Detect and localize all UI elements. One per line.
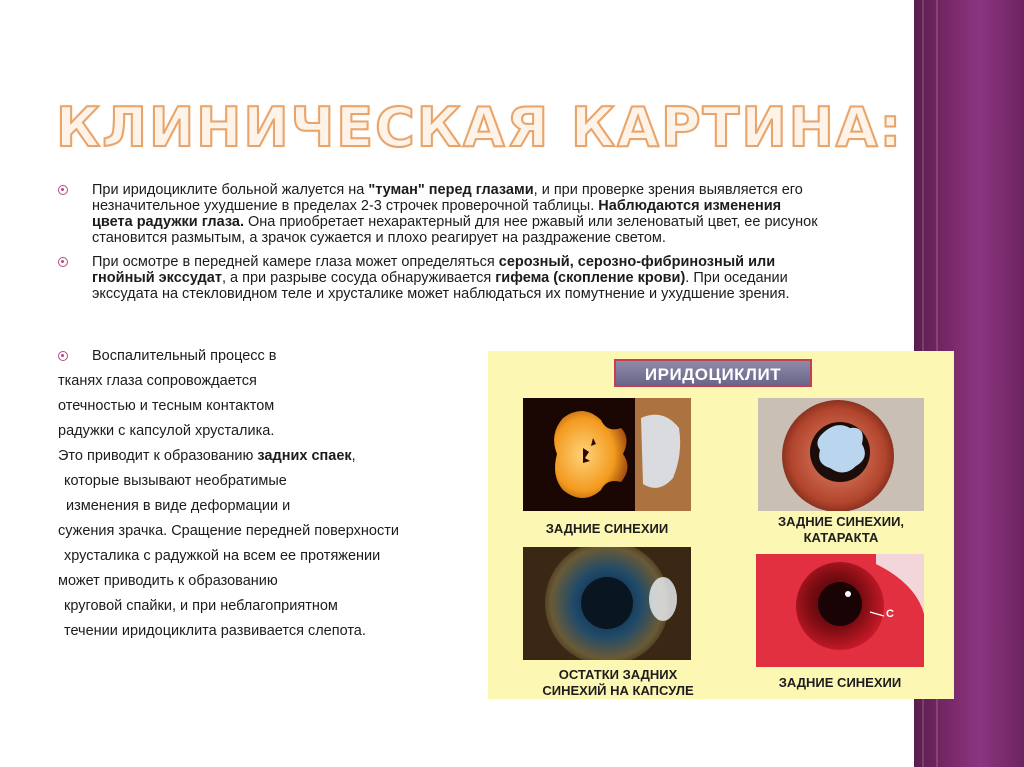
photo-synechiae-remnants — [523, 547, 691, 660]
slide-title: КЛИНИЧЕСКАЯ КАРТИНА: — [56, 96, 904, 159]
bullet-icon — [58, 257, 68, 267]
bullet-paragraph-1: При иридоциклите больной жалуется на "туман" перед глазами, и при проверке зрения выявляется его незначительное ухудшение в пределах 2-3 строчек проверочной таблицы. Наблюдаются изменения цвета радужки глаза. Она приобретает нехарактерный для нее ржавый или зеленоватый цвет, ее рисунок становится размытым, а зрачок сужается и плохо реагирует на раздражение светом. — [58, 182, 818, 246]
photo-posterior-synechiae — [523, 398, 691, 511]
photo-synechiae-red-eye — [756, 554, 924, 667]
line: течении иридоциклита развивается слепота. — [64, 623, 366, 639]
bullet-icon — [58, 351, 68, 361]
figure-title: ИРИДОЦИКЛИТ — [614, 359, 812, 387]
line: сужения зрачка. Сращение передней поверхности — [58, 523, 399, 539]
caption-bottom-right: ЗАДНИЕ СИНЕХИИ — [778, 675, 902, 690]
line: Воспалительный процесс в — [58, 346, 478, 371]
figure-marker-label: C — [886, 608, 894, 620]
line: которые вызывают необратимые — [64, 473, 287, 489]
line: хрусталика с радужкой на всем ее протяжении — [64, 548, 381, 564]
line: Это приводит к образованию задних спаек, — [58, 448, 356, 464]
line: отечностью и тесным контактом — [58, 398, 275, 414]
bullet-icon — [58, 185, 68, 195]
line: радужки с капсулой хрусталика. — [58, 423, 275, 439]
line: может приводить к образованию — [58, 573, 278, 589]
caption-top-right: ЗАДНИЕ СИНЕХИИ, КАТАРАКТА — [777, 514, 905, 545]
caption-top-left: ЗАДНИЕ СИНЕХИИ — [545, 521, 669, 536]
bullet-paragraph-2: При осмотре в передней камере глаза может определяться серозный, серозно-фибринозный или гнойный экссудат, а при разрыве сосуда обнаруживается гифема (скопление крови). При оседании экссудата на стекловидном теле и хрусталике может наблюдаться их помутнение и ухудшение зрения. — [58, 254, 818, 302]
bullet-paragraph-3 — [58, 346, 478, 646]
line: тканях глаза сопровождается — [58, 373, 257, 389]
line: круговой спайки, и при неблагоприятном — [64, 598, 338, 614]
iridocyclitis-figure — [488, 351, 954, 699]
line: изменения в виде деформации и — [66, 498, 291, 514]
bullet-list — [58, 182, 818, 310]
caption-bottom-left: ОСТАТКИ ЗАДНИХ СИНЕХИЙ НА КАПСУЛЕ — [542, 667, 694, 698]
photo-synechiae-cataract — [758, 398, 924, 511]
